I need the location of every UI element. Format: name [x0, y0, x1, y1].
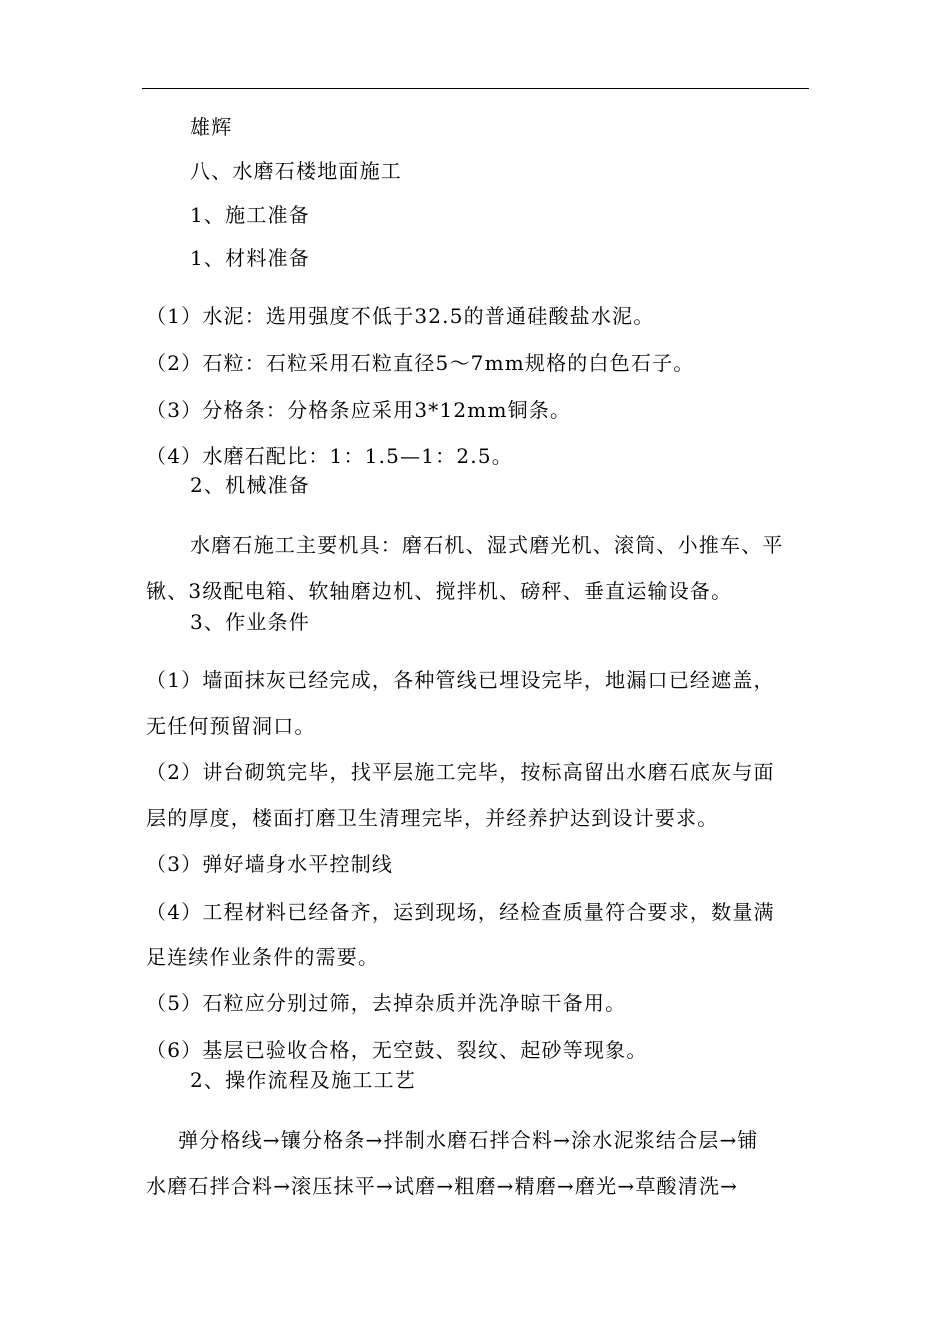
subsection-heading: 1、施工准备: [190, 203, 310, 227]
paragraph-line: 锹、3级配电箱、软轴磨边机、搅拌机、磅秤、垂直运输设备。: [146, 579, 733, 603]
list-item: （3）弹好墙身水平控制线: [146, 852, 394, 876]
subsection-heading: 1、材料准备: [190, 246, 310, 270]
list-item: （1）水泥：选用强度不低于32.5的普通硅酸盐水泥。: [146, 304, 655, 328]
subsection-heading: 2、机械准备: [190, 473, 310, 497]
list-item: （1）墙面抹灰已经完成，各种管线已埋设完毕，地漏口已经遮盖，: [146, 668, 775, 692]
list-item: （2）石粒：石粒采用石粒直径5～7mm规格的白色石子。: [146, 351, 695, 375]
subsection-heading: 2、操作流程及施工工艺: [190, 1068, 416, 1092]
list-item: （4）工程材料已经备齐，运到现场，经检查质量符合要求，数量满: [146, 900, 775, 924]
header-rule: [142, 88, 809, 89]
list-item-continuation: 无任何预留洞口。: [146, 714, 316, 738]
list-item-continuation: 足连续作业条件的需要。: [146, 945, 380, 969]
section-heading: 八、水磨石楼地面施工: [190, 159, 402, 183]
list-item: （4）水磨石配比：1：1.5—1：2.5。: [146, 444, 513, 468]
list-item: （2）讲台砌筑完毕，找平层施工完毕，按标高留出水磨石底灰与面: [146, 760, 775, 784]
paragraph-line: 水磨石拌合料→滚压抹平→试磨→粗磨→精磨→磨光→草酸清洗→: [146, 1174, 739, 1198]
header-text: 雄辉: [190, 115, 233, 139]
list-item-continuation: 层的厚度，楼面打磨卫生清理完毕，并经养护达到设计要求。: [146, 806, 719, 830]
list-item: （6）基层已验收合格，无空鼓、裂纹、起砂等现象。: [146, 1038, 648, 1062]
list-item: （5）石粒应分别过筛，去掉杂质并洗净晾干备用。: [146, 991, 627, 1015]
list-item: （3）分格条：分格条应采用3*12mm铜条。: [146, 398, 572, 422]
subsection-heading: 3、作业条件: [190, 610, 310, 634]
paragraph-line: 弹分格线→镶分格条→拌制水磨石拌合料→涂水泥浆结合层→铺: [178, 1128, 759, 1152]
paragraph-line: 水磨石施工主要机具：磨石机、湿式磨光机、滚筒、小推车、平: [190, 533, 784, 557]
